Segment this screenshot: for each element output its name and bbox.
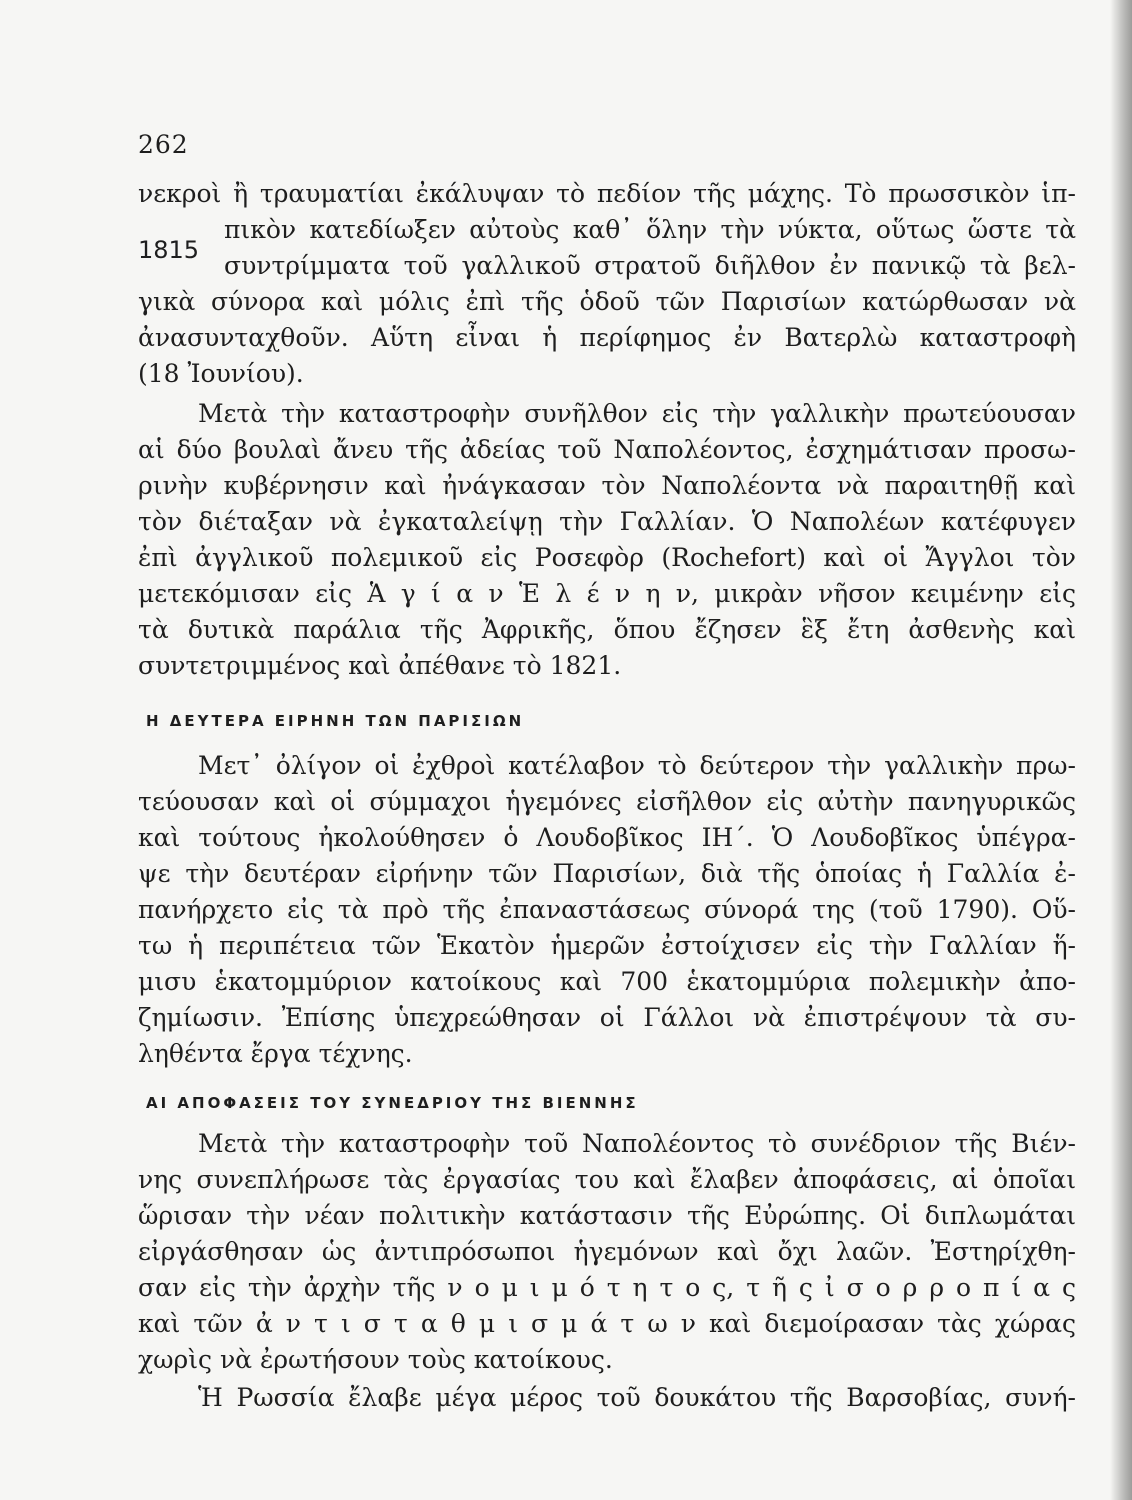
text-line: ρινὴν κυβέρνησιν καὶ ἠνάγκασαν τὸν Ναπολέοντα νὰ παραιτηθῇ καὶ <box>138 471 1076 500</box>
text-line: μισυ ἑκατομμύριον κατοίκους καὶ 700 ἑκατομμύρια πολεμικὴν ἀπο- <box>138 967 1076 996</box>
text-line: Μετὰ τὴν καταστροφὴν συνῆλθον εἰς τὴν γαλλικὴν πρωτεύουσαν <box>198 399 1076 428</box>
text-line: ὥρισαν τὴν νέαν πολιτικὴν κατάστασιν τῆς Εὐρώπης. Οἱ διπλωμάται <box>138 1201 1076 1230</box>
text-line: γικὰ σύνορα καὶ μόλις ἐπὶ τῆς ὁδοῦ τῶν Παρισίων κατώρθωσαν νὰ <box>138 287 1076 316</box>
text-line: τω ἡ περιπέτεια τῶν Ἑκατὸν ἡμερῶν ἐστοίχισεν εἰς τὴν Γαλλίαν ἥ- <box>138 931 1076 960</box>
text-line: εἰργάσθησαν ὡς ἀντιπρόσωποι ἡγεμόνων καὶ ὄχι λαῶν. Ἐστηρίχθη- <box>138 1237 1076 1266</box>
text-line: καὶ τούτους ἠκολούθησεν ὁ Λουδοβῖκος ΙΗ΄. Ὁ Λουδοβῖκος ὑπέγρα- <box>138 823 1076 852</box>
text-line: νεκροὶ ἢ τραυματίαι ἐκάλυψαν τὸ πεδίον τῆς μάχης. Τὸ πρωσσικὸν ἱπ- <box>138 179 1076 208</box>
section-heading: Η ΔΕΥΤΕΡΑ ΕΙΡΗΝΗ ΤΩΝ ΠΑΡΙΣΙΩΝ <box>146 712 525 730</box>
text-line: ψε τὴν δευτέραν εἰρήνην τῶν Παρισίων, διὰ τῆς ὁποίας ἡ Γαλλία ἐ- <box>138 859 1076 888</box>
text-line: σαν εἰς τὴν ἀρχὴν τῆς ν ο μ ι μ ό τ η τ ο ς, τ ῆ ς ἰ σ ο ρ ρ ο π ί α ς <box>138 1273 1076 1302</box>
text-line: αἱ δύο βουλαὶ ἄνευ τῆς ἀδείας τοῦ Ναπολέοντος, ἐσχημάτισαν προσω- <box>138 435 1076 464</box>
text-line: τὸν διέταξαν νὰ ἐγκαταλείψῃ τὴν Γαλλίαν. Ὁ Ναπολέων κατέφυγεν <box>138 507 1076 536</box>
text-line: συντετριμμένος καὶ ἀπέθανε τὸ 1821. <box>138 651 622 680</box>
text-line: συντρίμματα τοῦ γαλλικοῦ στρατοῦ διῆλθον ἐν πανικῷ τὰ βελ- <box>224 251 1076 280</box>
text-line: Μετ᾽ ὀλίγον οἱ ἐχθροὶ κατέλαβον τὸ δεύτερον τὴν γαλλικὴν πρω- <box>198 751 1076 780</box>
text-line: τὰ δυτικὰ παράλια τῆς Ἀφρικῆς, ὅπου ἔζησεν ἓξ ἔτη ἀσθενὴς καὶ <box>138 615 1076 644</box>
text-line: πικὸν κατεδίωξεν αὐτοὺς καθ᾽ ὅλην τὴν νύκτα, οὕτως ὥστε τὰ <box>224 215 1076 244</box>
text-line: ἀνασυνταχθοῦν. Αὕτη εἶναι ἡ περίφημος ἐν Βατερλὼ καταστροφὴ <box>138 323 1076 352</box>
text-line: πανήρχετο εἰς τὰ πρὸ τῆς ἐπαναστάσεως σύνορά της (τοῦ 1790). Οὕ- <box>138 895 1076 924</box>
text-line: Ἡ Ρωσσία ἔλαβε μέγα μέρος τοῦ δουκάτου τῆς Βαρσοβίας, συνή- <box>198 1383 1076 1412</box>
text-line: Μετὰ τὴν καταστροφὴν τοῦ Ναπολέοντος τὸ συνέδριον τῆς Βιέν- <box>198 1129 1076 1158</box>
book-binding-shadow <box>1110 0 1132 1500</box>
text-line: (18 Ἰουνίου). <box>138 359 304 388</box>
text-line: μετεκόμισαν εἰς Ἁ γ ί α ν Ἑ λ έ ν η ν, μικρὰν νῆσον κειμένην εἰς <box>138 579 1076 608</box>
section-heading: ΑΙ ΑΠΟΦΑΣΕΙΣ ΤΟΥ ΣΥΝΕΔΡΙΟΥ ΤΗΣ ΒΙΕΝΝΗΣ <box>146 1094 639 1112</box>
page-number: 262 <box>138 130 189 159</box>
text-line: τεύουσαν καὶ οἱ σύμμαχοι ἡγεμόνες εἰσῆλθον εἰς αὐτὴν πανηγυρικῶς <box>138 787 1076 816</box>
text-line: ληθέντα ἔργα τέχνης. <box>138 1039 413 1068</box>
margin-year-note: 1815 <box>138 236 200 264</box>
text-line: ἐπὶ ἀγγλικοῦ πολεμικοῦ εἰς Ροσεφὸρ (Rochefort) καὶ οἱ Ἄγγλοι τὸν <box>138 543 1076 572</box>
text-line: νης συνεπλήρωσε τὰς ἐργασίας του καὶ ἔλαβεν ἀποφάσεις, αἱ ὁποῖαι <box>138 1165 1076 1194</box>
text-line: καὶ τῶν ἀ ν τ ι σ τ α θ μ ι σ μ ά τ ω ν καὶ διεμοίρασαν τὰς χώρας <box>138 1309 1076 1338</box>
text-line: χωρὶς νὰ ἐρωτήσουν τοὺς κατοίκους. <box>138 1345 613 1374</box>
text-line: ζημίωσιν. Ἐπίσης ὑπεχρεώθησαν οἱ Γάλλοι νὰ ἐπιστρέψουν τὰ συ- <box>138 1003 1076 1032</box>
